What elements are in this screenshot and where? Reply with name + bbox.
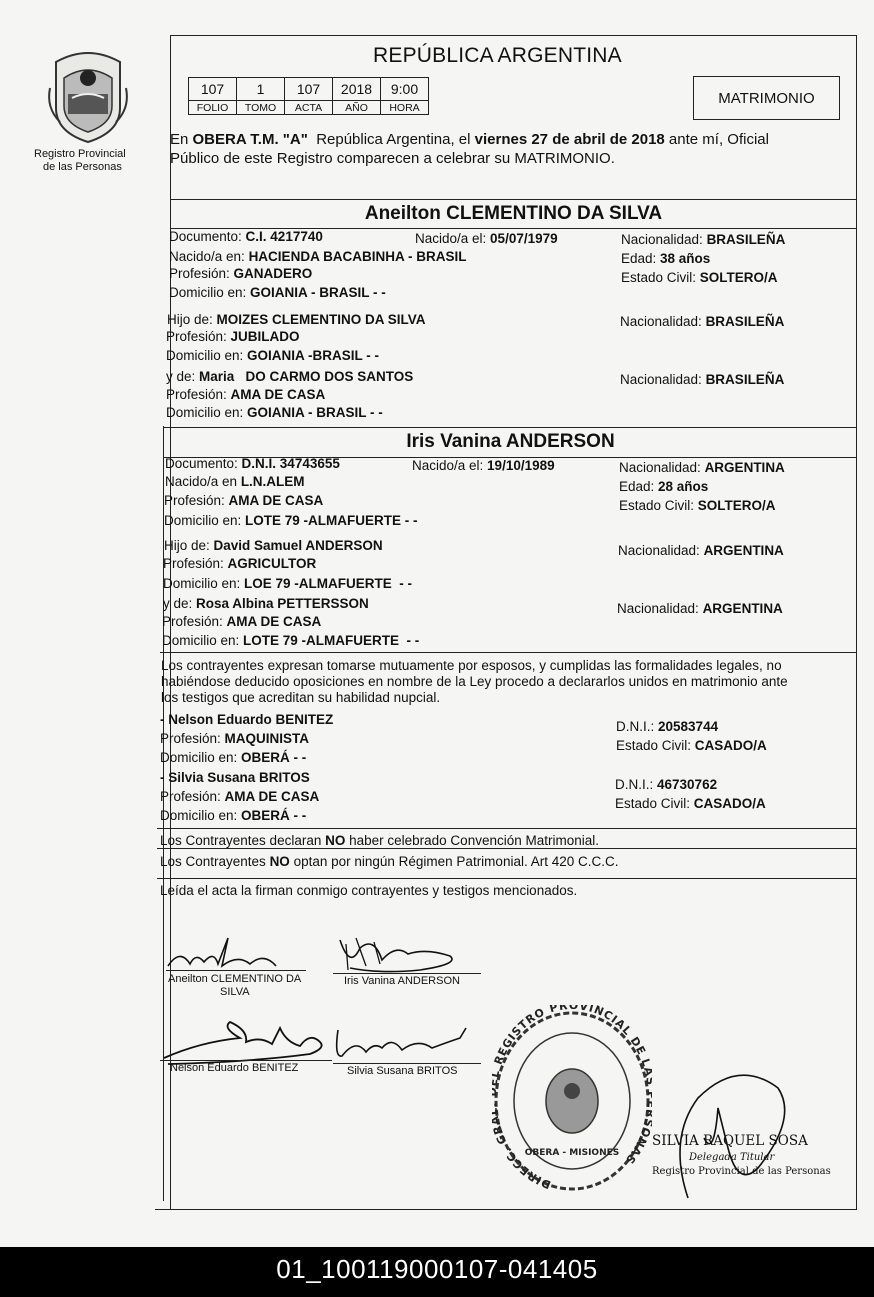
official-name: SILVIA RAQUEL SOSA xyxy=(652,1133,808,1149)
official-role: Delegada Titular xyxy=(689,1152,775,1163)
document-code-bar xyxy=(0,1247,874,1297)
hora-label: HORA xyxy=(381,101,429,115)
testigo2-dni: D.N.I.: 46730762 xyxy=(615,777,718,792)
logo-caption-2: de las Personas xyxy=(43,161,122,173)
testigo2-name: - Silvia Susana BRITOS xyxy=(160,770,310,785)
ano-label: AÑO xyxy=(333,101,381,115)
c1-estado-civil: Estado Civil: SOLTERO/A xyxy=(621,270,778,285)
intro-line-1: En OBERA T.M. "A" República Argentina, el viernes 27 de abril de 2018 ante mí, Oficial xyxy=(170,131,769,148)
c1-nacionalidad: Nacionalidad: BRASILEÑA xyxy=(621,232,786,247)
c1-documento: Documento: C.I. 4217740 xyxy=(169,229,323,244)
testigo1-estado: Estado Civil: CASADO/A xyxy=(616,738,767,753)
signature-2: Iris Vanina ANDERSON xyxy=(344,975,460,987)
stamp-ring-text: DIRECC. G REGISTRO PROVINCIAL DE L ONAS xyxy=(492,1005,652,1192)
c2-padre: Hijo de: David Samuel ANDERSON xyxy=(164,538,383,553)
official-office: Registro Provincial de las Personas xyxy=(652,1166,831,1177)
lectura-text: Leída el acta la firman conmigo contrayentes y testigos mencionados. xyxy=(160,883,578,898)
coat-of-arms-icon xyxy=(42,48,134,143)
c2-madre-profesion: Profesión: AMA DE CASA xyxy=(162,614,322,629)
signature-1-line-2: SILVA xyxy=(220,986,250,998)
stamp-inner-text: OBERA - MISIONES xyxy=(524,1148,620,1158)
contrayente2-name: Iris Vanina ANDERSON xyxy=(406,431,615,452)
c2-nacionalidad: Nacionalidad: ARGENTINA xyxy=(619,460,785,475)
c1-padre: Hijo de: MOIZES CLEMENTINO DA SILVA xyxy=(167,312,426,327)
hora-value: 9:00 xyxy=(381,78,429,101)
c2-profesion: Profesión: AMA DE CASA xyxy=(164,493,324,508)
c1-nacido-en: Nacido/a en: HACIENDA BACABINHA - BRASIL xyxy=(169,249,467,264)
c1-profesion: Profesión: GANADERO xyxy=(169,266,313,281)
testigo1-domicilio: Domicilio en: OBERÁ - - xyxy=(160,750,307,765)
logo-caption-1: Registro Provincial xyxy=(34,148,126,160)
signature-4: Silvia Susana BRITOS xyxy=(347,1065,458,1077)
official-stamp xyxy=(492,1005,652,1197)
tomo-label: TOMO xyxy=(237,101,285,115)
testigo2-estado: Estado Civil: CASADO/A xyxy=(615,796,766,811)
testigo2-domicilio: Domicilio en: OBERÁ - - xyxy=(160,808,307,823)
folio-label: FOLIO xyxy=(189,101,237,115)
testigo1-name: - Nelson Eduardo BENITEZ xyxy=(160,712,334,727)
contrayente1-name: Aneilton CLEMENTINO DA SILVA xyxy=(364,203,663,224)
c2-madre-domicilio: Domicilio en: LOTE 79 -ALMAFUERTE - - xyxy=(162,633,420,648)
c2-domicilio: Domicilio en: LOTE 79 -ALMAFUERTE - - xyxy=(164,513,418,528)
act-type: MATRIMONIO xyxy=(718,89,815,107)
c1-padre-domicilio: Domicilio en: GOIANIA -BRASIL - - xyxy=(166,348,380,363)
intro-line-2: Público de este Registro comparecen a celebrar su MATRIMONIO. xyxy=(170,150,615,167)
c2-estado-civil: Estado Civil: SOLTERO/A xyxy=(619,498,776,513)
ano-value: 2018 xyxy=(333,78,381,101)
declaration-line-3: los testigos que acreditan su habilidad nupcial. xyxy=(161,690,441,705)
c2-madre-nacionalidad: Nacionalidad: ARGENTINA xyxy=(617,601,783,616)
c1-padre-nacionalidad: Nacionalidad: BRASILEÑA xyxy=(620,314,785,329)
acta-label: ACTA xyxy=(285,101,333,115)
c2-padre-domicilio: Domicilio en: LOE 79 -ALMAFUERTE - - xyxy=(163,576,413,591)
acta-value: 107 xyxy=(285,78,333,101)
country-title: REPÚBLICA ARGENTINA xyxy=(373,44,622,67)
folio-value: 107 xyxy=(189,78,237,101)
registry-logo xyxy=(42,48,134,143)
testigo1-dni: D.N.I.: 20583744 xyxy=(616,719,719,734)
signature-3: Nelson Eduardo BENITEZ xyxy=(170,1062,299,1074)
c1-edad: Edad: 38 años xyxy=(621,251,711,266)
signature-1-line-1: Aneilton CLEMENTINO DA xyxy=(168,973,302,985)
testigo2-profesion: Profesión: AMA DE CASA xyxy=(160,789,320,804)
c2-nacido-el: Nacido/a el: 19/10/1989 xyxy=(412,458,555,473)
document-code: 01_100119000107-041405 xyxy=(276,1254,598,1284)
c1-madre-nacionalidad: Nacionalidad: BRASILEÑA xyxy=(620,372,785,387)
regimen-text: Los Contrayentes NO optan por ningún Régimen Patrimonial. Art 420 C.C.C. xyxy=(160,854,619,869)
act-type-box xyxy=(693,76,840,120)
convencion-text: Los Contrayentes declaran NO haber celebrado Convención Matrimonial. xyxy=(160,833,599,848)
registry-table xyxy=(188,77,429,115)
c2-nacido-en: Nacido/a en L.N.ALEM xyxy=(165,474,305,489)
c2-documento: Documento: D.N.I. 34743655 xyxy=(165,456,340,471)
tomo-value: 1 xyxy=(237,78,285,101)
c2-padre-profesion: Profesión: AGRICULTOR xyxy=(163,556,317,571)
declaration-line-2: habiéndose deducido oposiciones en nombre de la Ley procedo a declararlos unidos en matrimonio ante xyxy=(161,674,788,689)
c1-padre-profesion: Profesión: JUBILADO xyxy=(166,329,300,344)
c1-domicilio: Domicilio en: GOIANIA - BRASIL - - xyxy=(169,285,386,300)
c2-padre-nacionalidad: Nacionalidad: ARGENTINA xyxy=(618,543,784,558)
c2-madre: y de: Rosa Albina PETTERSSON xyxy=(163,596,369,611)
declaration-line-1: Los contrayentes expresan tomarse mutuamente por esposos, y cumplidas las formalidades legales, no xyxy=(161,658,782,673)
c1-nacido-el: Nacido/a el: 05/07/1979 xyxy=(415,231,558,246)
c1-madre-domicilio: Domicilio en: GOIANIA - BRASIL - - xyxy=(166,405,383,420)
c2-edad: Edad: 28 años xyxy=(619,479,709,494)
c1-madre-profesion: Profesión: AMA DE CASA xyxy=(166,387,326,402)
c1-madre: y de: Maria DO CARMO DOS SANTOS xyxy=(166,369,414,384)
testigo1-profesion: Profesión: MAQUINISTA xyxy=(160,731,310,746)
